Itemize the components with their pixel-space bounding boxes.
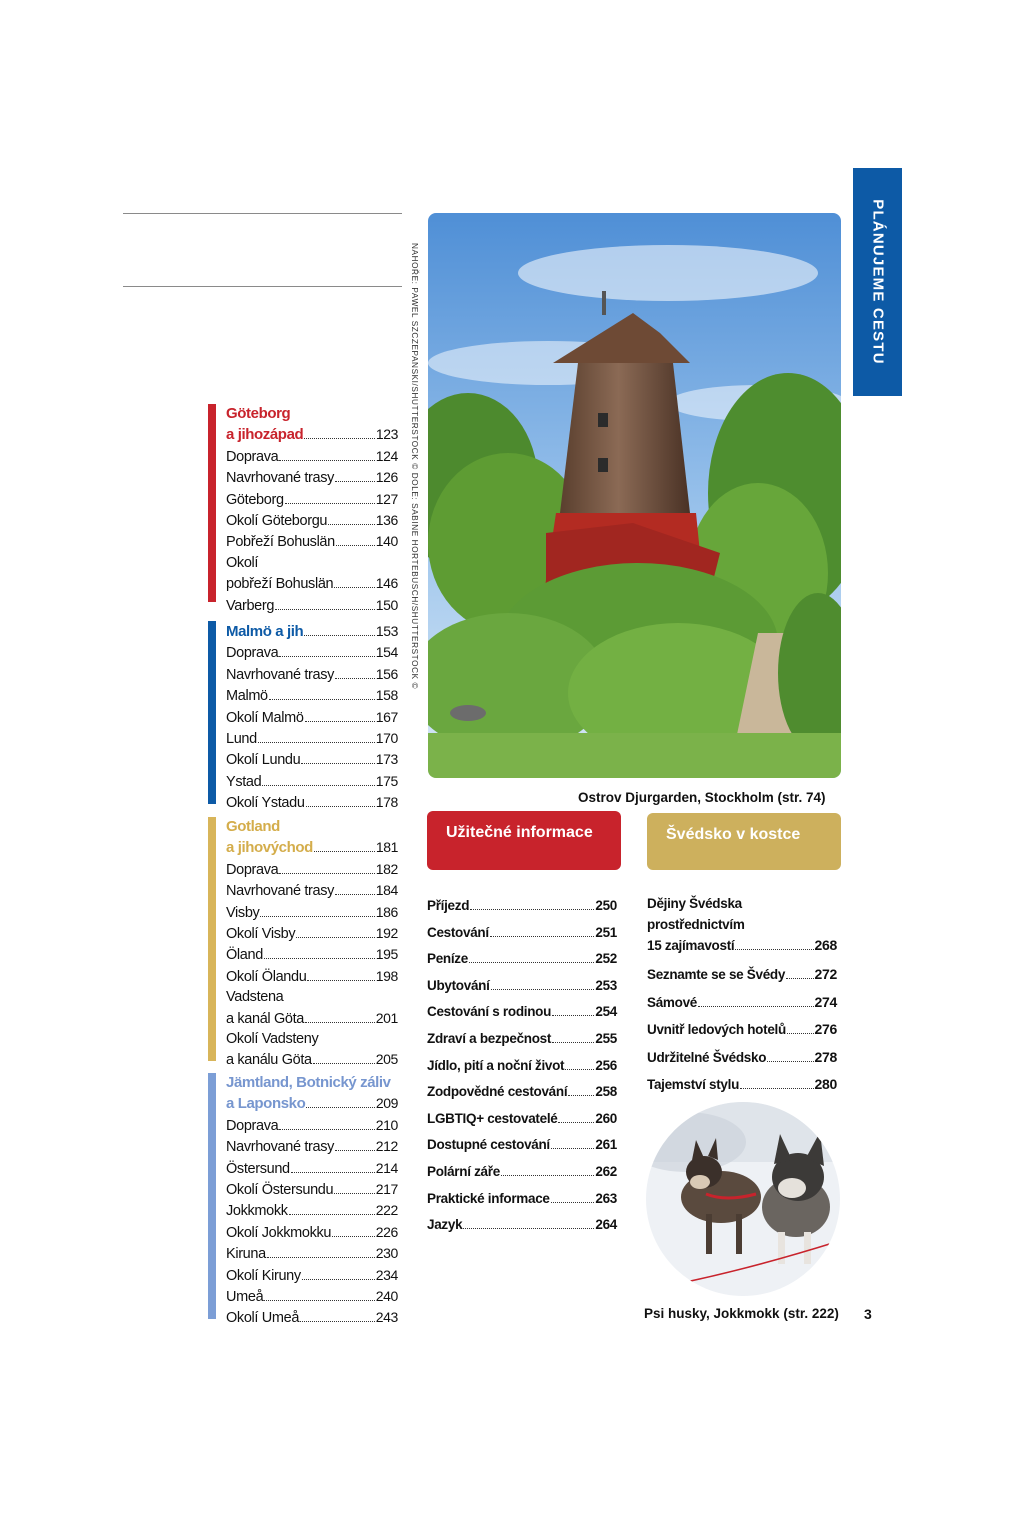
toc-entry[interactable]: Cestování 251 (427, 924, 617, 940)
toc-entry-line2[interactable]: prostřednictvím (647, 917, 745, 932)
toc-section-gotland (208, 817, 398, 1069)
toc-entry[interactable]: Jídlo, pití a noční život 256 (427, 1057, 617, 1073)
section-bar-gotland (208, 817, 216, 1061)
toc-section-malmo (208, 621, 398, 812)
toc-entry[interactable]: Navrhované trasy 212 (226, 1138, 398, 1156)
toc-entry-line1[interactable]: Okolí (226, 554, 259, 571)
toc-entry[interactable]: a kanál Göta 201 (226, 1009, 398, 1027)
toc-entry[interactable]: Göteborg 127 (226, 490, 398, 508)
toc-entry[interactable]: Sámové 274 (647, 993, 837, 1010)
toc-entry[interactable]: Doprava 124 (226, 447, 398, 465)
toc-entry[interactable]: Okolí Lundu 173 (226, 751, 398, 769)
husky-photo (646, 1102, 840, 1296)
toc-entry[interactable]: Okolí Ölandu 198 (226, 967, 398, 985)
toc-entry[interactable]: Cestování s rodinou 254 (427, 1004, 617, 1020)
section-bar-malmo (208, 621, 216, 804)
section-title-jamtland[interactable]: Jämtland, Botnický záliv (226, 1074, 391, 1091)
toc-entry[interactable]: Okolí Jokkmokku 226 (226, 1223, 398, 1241)
toc-entry[interactable]: Tajemství stylu 280 (647, 1076, 837, 1093)
info-list (427, 893, 617, 1239)
toc-entry[interactable]: Okolí Malmö 167 (226, 708, 398, 726)
toc-entry[interactable]: Öland 195 (226, 946, 398, 964)
toc-entry[interactable]: Uvnitř ledových hotelů 276 (647, 1021, 837, 1038)
info-box-title[interactable]: Užitečné informace (427, 811, 621, 870)
toc-entry[interactable]: Okolí Ystadu 178 (226, 794, 398, 812)
toc-entry-line1[interactable]: Vadstena (226, 989, 284, 1006)
kostce-box-title[interactable]: Švédsko v kostce (647, 813, 841, 870)
toc-entry[interactable]: Navrhované trasy 126 (226, 469, 398, 487)
section-title-gotland[interactable]: Gotland (226, 818, 280, 835)
toc-entry[interactable]: Jazyk 264 (427, 1217, 617, 1233)
toc-entry[interactable]: Doprava 210 (226, 1116, 398, 1134)
toc-entry[interactable]: Lund 170 (226, 730, 398, 748)
section-bar-goteborg (208, 404, 216, 602)
toc-entry[interactable]: Polární záře 262 (427, 1163, 617, 1179)
toc-entry[interactable]: Varberg 150 (226, 596, 398, 614)
toc-section-jamtland (208, 1073, 398, 1327)
toc-entry[interactable]: Okolí Kiruny 234 (226, 1266, 398, 1284)
page-number: 3 (864, 1306, 872, 1322)
chapter-tab-label: PLÁNUJEME CESTU (869, 199, 886, 365)
toc-entry[interactable]: Malmö 158 (226, 687, 398, 705)
toc-entry[interactable]: Navrhované trasy 156 (226, 665, 398, 683)
photo-credit: NAHOŘE: PAWEL SZCZEPANSKI/SHUTTERSTOCK © DOLE: SABINE HORTEBUSCH/SHUTTERSTOCK © (410, 243, 419, 690)
toc-entry[interactable]: Okolí Visby 192 (226, 925, 398, 943)
toc-entry[interactable]: Příjezd 250 (427, 898, 617, 913)
husky-caption: Psi husky, Jokkmokk (str. 222) (644, 1306, 839, 1321)
section-title-jamtland-line2[interactable]: a Laponsko 209 (226, 1095, 398, 1113)
toc-entry[interactable]: pobřeží Bohuslän 146 (226, 575, 398, 593)
windmill-photo (428, 213, 841, 778)
toc-entry[interactable]: Praktické informace 263 (427, 1190, 617, 1206)
toc-entry-line1[interactable]: Dějiny Švédska (647, 896, 742, 911)
toc-entry[interactable]: Okolí Umeå 243 (226, 1309, 398, 1327)
top-rule (123, 213, 402, 214)
toc-entry[interactable]: Doprava 154 (226, 644, 398, 662)
toc-entry[interactable]: Umeå 240 (226, 1288, 398, 1306)
photo-caption: Ostrov Djurgarden, Stockholm (str. 74) (578, 790, 826, 805)
toc-entry[interactable]: Seznamte se se Švédy 272 (647, 966, 837, 982)
toc-entry[interactable]: LGBTIQ+ cestovatelé 260 (427, 1110, 617, 1126)
toc-entry[interactable]: Udržitelné Švédsko 278 (647, 1048, 837, 1065)
second-rule (123, 286, 402, 287)
section-title-gotland-line2[interactable]: a jihovýchod 181 (226, 839, 398, 857)
toc-entry[interactable]: Ystad 175 (226, 772, 398, 790)
toc-entry[interactable]: Jokkmokk 222 (226, 1202, 398, 1220)
toc-entry[interactable]: Kiruna 230 (226, 1245, 398, 1263)
section-title-goteborg[interactable]: Göteborg (226, 405, 291, 422)
toc-entry[interactable]: 15 zajímavostí 268 (647, 937, 837, 953)
section-bar-jamtland (208, 1073, 216, 1319)
section-title-goteborg-line2[interactable]: a jihozápad 123 (226, 426, 398, 444)
toc-entry[interactable]: Dostupné cestování 261 (427, 1137, 617, 1153)
toc-entry[interactable]: Zodpovědné cestování 258 (427, 1084, 617, 1100)
toc-section-goteborg (208, 404, 398, 614)
toc-entry[interactable]: Pobřeží Bohuslän 140 (226, 533, 398, 551)
toc-entry[interactable]: Östersund 214 (226, 1159, 398, 1177)
toc-entry[interactable]: Navrhované trasy 184 (226, 882, 398, 900)
toc-entry[interactable]: Okolí Göteborgu 136 (226, 512, 398, 530)
toc-entry[interactable]: Ubytování 253 (427, 977, 617, 993)
toc-entry[interactable]: Visby 186 (226, 903, 398, 921)
toc-entry-line1[interactable]: Okolí Vadsteny (226, 1031, 319, 1048)
toc-entry[interactable]: Doprava 182 (226, 860, 398, 878)
toc-entry[interactable]: Zdraví a bezpečnost 255 (427, 1030, 617, 1046)
toc-entry[interactable]: Okolí Östersundu 217 (226, 1181, 398, 1199)
kostce-list (647, 893, 837, 1099)
toc-entry[interactable]: a kanálu Göta 205 (226, 1051, 398, 1069)
section-title-malmo[interactable]: Malmö a jih 153 (226, 623, 398, 640)
toc-entry[interactable]: Peníze 252 (427, 951, 617, 967)
chapter-tab (853, 168, 902, 396)
